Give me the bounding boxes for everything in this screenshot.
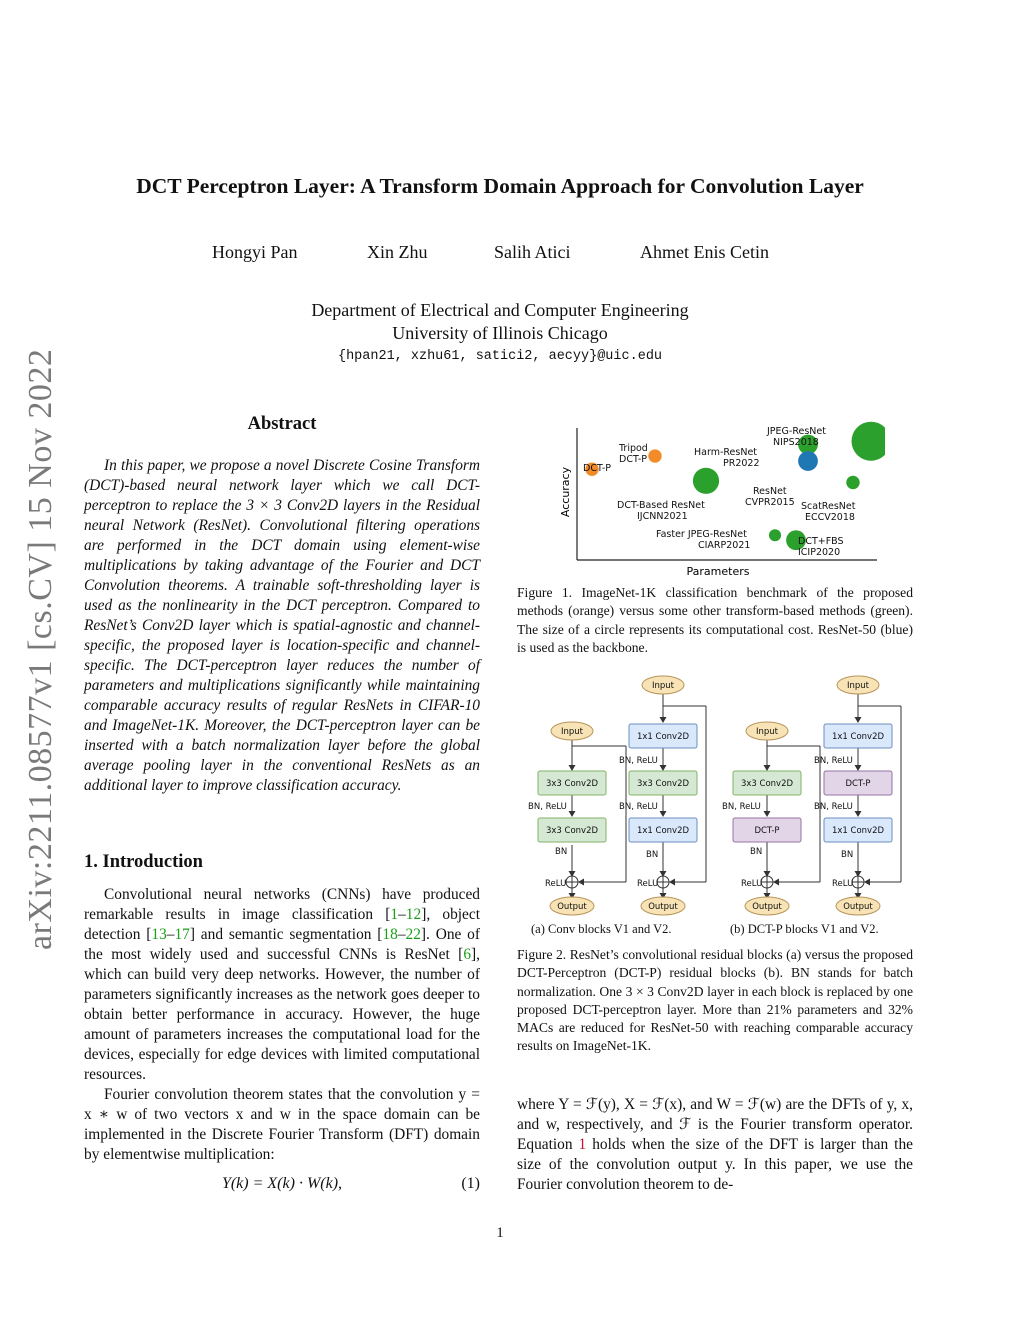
figure2-subcaption-b: (b) DCT-P blocks V1 and V2.: [730, 922, 879, 936]
figure2-caption: Figure 2. ResNet’s convolutional residual blocks (a) versus the proposed DCT-Perceptron (DCT-P) residual blocks (b). BN stands for batch normalization. One 3 × 3 Conv2D layer in each block is replaced by one proposed DCT-perceptron layer. More than 21% parameters and 32% MACs are reduced for ResNet-50 with reaching comparable accuracy results on ImageNet-1K.: [517, 947, 913, 1054]
affiliation-university: University of Illinois Chicago: [392, 323, 608, 343]
data-label: Faster JPEG-ResNet: [656, 529, 747, 540]
block-label: 1x1 Conv2D: [636, 826, 690, 836]
citation-link[interactable]: 17: [174, 926, 190, 943]
data-label: JPEG-ResNet: [767, 426, 826, 437]
citation-link[interactable]: 1: [390, 906, 399, 923]
bnrelu-label: BN, ReLU: [528, 802, 567, 812]
figure1-caption: Figure 1. ImageNet-1K classification benchmark of the proposed methods (orange) versus some other transform-based methods (green). The size of a circle represents its computational cost. ResNet-50 (blue) is used as the backbone.: [517, 585, 913, 655]
data-label: NIPS2018: [773, 437, 819, 448]
output-label: Output: [648, 902, 678, 912]
data-label: Harm-ResNet: [694, 447, 758, 458]
data-label: DCT-P: [619, 454, 648, 465]
right-column-paragraph: where Y = ℱ(y), X = ℱ(x), and W = ℱ(w) are the DFTs of y, x, and w, respectively, and ℱ is the Fourier transform operator. Equation 1 holds when the size of the DFT is larger than the size of the convolution output y. In this paper, we use the Fourier convolution theorem to de-: [517, 1096, 913, 1193]
y-axis-label: Accuracy: [559, 466, 572, 518]
bn-label: BN: [841, 850, 854, 860]
citation-link[interactable]: 18: [382, 926, 398, 943]
output-label: Output: [843, 902, 873, 912]
relu-label: ReLU: [741, 879, 763, 889]
data-label: CVPR2015: [745, 497, 795, 508]
citation-link[interactable]: 22: [405, 926, 421, 943]
chart-point-other: [846, 476, 859, 489]
chart-point-other: [693, 468, 719, 494]
bnrelu-label: BN, ReLU: [619, 802, 658, 812]
data-label: Tripod: [619, 443, 648, 454]
data-label: DCT+FBS: [798, 536, 844, 547]
data-label: ICIP2020: [798, 547, 841, 558]
intro-paragraph-2: Fourier convolution theorem states that the convolution y = x ∗ w of two vectors x and w in the space domain can be implemented in the Discrete Fourier Transform (DFT) domain by elementwise multiplication:: [84, 1086, 480, 1163]
block-label: 3x3 Conv2D: [636, 779, 690, 789]
bnrelu-label: BN, ReLU: [722, 802, 761, 812]
data-label: IJCNN2021: [637, 511, 688, 522]
block-label: DCT-P: [845, 779, 871, 789]
relu-label: ReLU: [832, 879, 854, 889]
block-label: DCT-P: [754, 826, 780, 836]
chart-point-other: [769, 529, 781, 541]
figure2-subcaption-a: (a) Conv blocks V1 and V2.: [531, 922, 672, 936]
data-label: CIARP2021: [698, 540, 751, 551]
equation-body: Y(k) = X(k) · W(k),: [221, 1175, 343, 1192]
bn-label: BN: [646, 850, 659, 860]
author-emails: {hpan21, xzhu61, satici2, aecyy}@uic.edu: [337, 349, 663, 364]
data-label: DCT-P: [583, 463, 612, 474]
bn-label: BN: [750, 847, 763, 857]
bnrelu-label: BN, ReLU: [619, 756, 658, 766]
figure2-block-diagrams: [515, 670, 915, 920]
author-name: Salih Atici: [494, 242, 571, 262]
citation-link[interactable]: 6: [463, 946, 472, 963]
data-label: PR2022: [723, 458, 760, 469]
intro-paragraph-1: Convolutional neural networks (CNNs) have produced remarkable results in image classification [1–12], object detection [13–17] and semantic segmentation [18–22]. One of the most widely used and successful CNNs is ResNet [6], which can build very deep networks. However, the number of parameters significantly increases as the network goes deeper to obtain better performance in accuracy. However, the huge amount of parameters increases the computational load for the devices, especially for edge devices with limited computational resources.: [84, 886, 480, 1083]
equation-number: (1): [461, 1175, 480, 1192]
relu-label: ReLU: [637, 879, 659, 889]
data-label: DCT-Based ResNet: [617, 500, 705, 511]
author-name: Hongyi Pan: [212, 242, 298, 262]
input-label: Input: [755, 727, 779, 737]
author-name: Xin Zhu: [367, 242, 428, 262]
bnrelu-label: BN, ReLU: [814, 802, 853, 812]
data-label: ECCV2018: [805, 512, 855, 523]
x-axis-label: Parameters: [686, 565, 750, 578]
chart-point-backbone: [798, 451, 818, 471]
figure1-benchmark-chart: [555, 420, 885, 582]
block-label: 3x3 Conv2D: [545, 826, 599, 836]
arxiv-stamp: arXiv:2211.08577v1 [cs.CV] 15 Nov 2022: [22, 348, 59, 950]
citation-link[interactable]: 13: [151, 926, 167, 943]
author-name: Ahmet Enis Cetin: [640, 242, 769, 262]
affiliation-department: Department of Electrical and Computer Engineering: [311, 300, 689, 320]
abstract-heading: Abstract: [247, 414, 317, 434]
section-heading-introduction: 1. Introduction: [84, 852, 203, 872]
data-label: ScatResNet: [801, 501, 856, 512]
block-label: 1x1 Conv2D: [636, 732, 690, 742]
bn-label: BN: [555, 847, 568, 857]
input-label: Input: [846, 681, 870, 691]
input-label: Input: [560, 727, 584, 737]
chart-point-proposed: [648, 449, 661, 462]
citation-link[interactable]: 12: [405, 906, 422, 923]
block-label: 1x1 Conv2D: [831, 826, 885, 836]
data-label: ResNet: [753, 486, 787, 497]
relu-label: ReLU: [545, 879, 567, 889]
block-label: 1x1 Conv2D: [831, 732, 885, 742]
chart-point-other: [852, 422, 886, 461]
output-label: Output: [557, 902, 587, 912]
input-label: Input: [651, 681, 675, 691]
output-label: Output: [752, 902, 782, 912]
block-label: 3x3 Conv2D: [545, 779, 599, 789]
equation-link[interactable]: 1: [578, 1136, 587, 1153]
bnrelu-label: BN, ReLU: [814, 756, 853, 766]
block-label: 3x3 Conv2D: [740, 779, 794, 789]
abstract-text: In this paper, we propose a novel Discrete Cosine Transform (DCT)-based neural network layer which we call DCT-perceptron to replace the 3 × 3 Conv2D layers in the Residual neural Network (ResNet). Convolutional filtering operations are performed in the DCT domain using element-wise multiplications by taking advantage of the Fourier and DCT Convolution theorems. A trainable soft-thresholding layer is used as the nonlinearity in the DCT perceptron. Compared to ResNet’s Conv2D layer which is spatial-agnostic and channel-specific, the proposed layer is location-specific and channel-specific. The DCT-perceptron layer reduces the number of parameters and multiplications significantly while maintaining comparable accuracy results of regular ResNets in CIFAR-10 and ImageNet-1K. Moreover, the DCT-perceptron layer can be inserted with a batch normalization layer before the global average pooling layer in the conventional ResNets as an additional layer to improve classification accuracy.: [84, 457, 480, 794]
paper-title: DCT Perceptron Layer: A Transform Domain Approach for Convolution Layer: [136, 174, 864, 198]
page-number: 1: [496, 1225, 504, 1241]
